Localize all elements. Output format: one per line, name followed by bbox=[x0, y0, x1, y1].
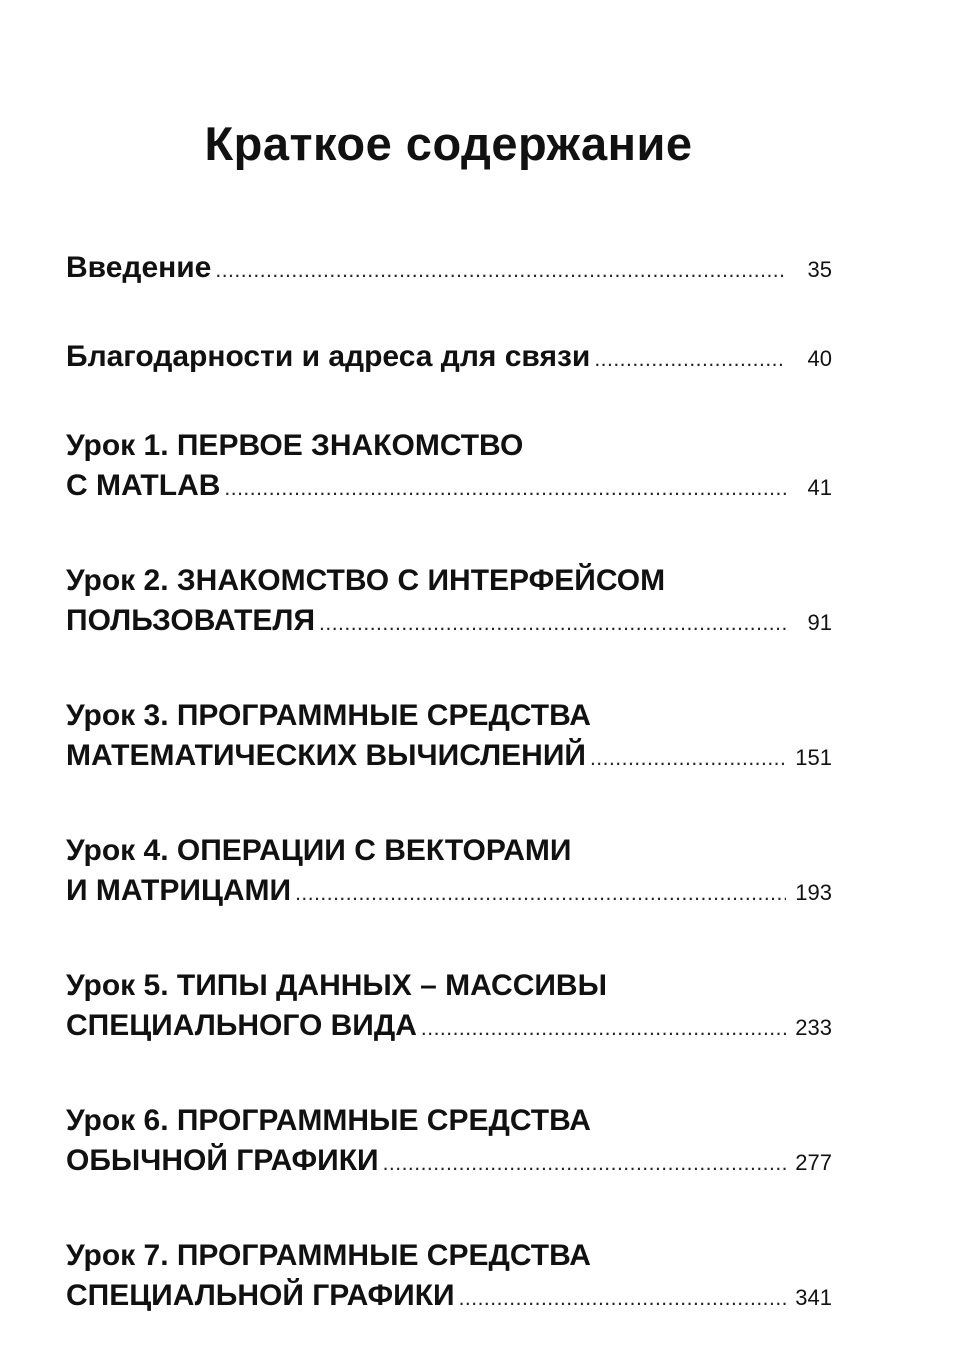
dot-leader bbox=[383, 1144, 786, 1184]
toc-entry-lesson-3 bbox=[66, 696, 832, 779]
toc-entry-title-line2: СПЕЦИАЛЬНОГО ВИДА bbox=[66, 1009, 417, 1042]
dot-leader bbox=[295, 874, 786, 914]
toc-entry-line bbox=[66, 736, 832, 779]
toc-entry-lesson-5 bbox=[66, 966, 832, 1049]
dot-leader bbox=[594, 340, 786, 380]
toc-entry-title-line1: Урок 3. ПРОГРАММНЫЕ СРЕДСТВА bbox=[66, 699, 591, 732]
dot-leader bbox=[319, 604, 786, 644]
toc-entry-introduction bbox=[66, 248, 832, 291]
dot-leader bbox=[224, 469, 786, 509]
toc-entry-line bbox=[66, 1276, 832, 1319]
toc-entry-line bbox=[66, 1006, 832, 1049]
toc-entry-title-line2: СПЕЦИАЛЬНОЙ ГРАФИКИ bbox=[66, 1279, 455, 1312]
dot-leader bbox=[459, 1279, 786, 1319]
dot-leader bbox=[590, 739, 786, 779]
toc-entry-lesson-2 bbox=[66, 561, 832, 644]
toc-entry-line bbox=[66, 1141, 832, 1184]
toc-entry-line bbox=[66, 601, 832, 644]
toc-entry-title: Введение bbox=[66, 251, 212, 284]
toc-entry-line bbox=[66, 337, 832, 380]
toc-entry-line bbox=[66, 248, 832, 291]
toc-page-number: 151 bbox=[795, 745, 832, 770]
toc-entry-title-line2: МАТЕМАТИЧЕСКИХ ВЫЧИСЛЕНИЙ bbox=[66, 739, 586, 772]
toc-page-number: 35 bbox=[807, 257, 832, 282]
toc-entry-title-line2: ПОЛЬЗОВАТЕЛЯ bbox=[66, 604, 316, 637]
toc-entry-lesson-6 bbox=[66, 1101, 832, 1184]
toc-page-number: 233 bbox=[795, 1015, 832, 1040]
toc-entry-title-line2: И МАТРИЦАМИ bbox=[66, 874, 292, 907]
toc-entry-title-line1: Урок 2. ЗНАКОМСТВО С ИНТЕРФЕЙСОМ bbox=[66, 564, 666, 597]
toc-entry-acknowledgements bbox=[66, 337, 832, 380]
toc-entry-title-line2: ОБЫЧНОЙ ГРАФИКИ bbox=[66, 1144, 379, 1177]
page-title: Краткое содержание bbox=[204, 117, 693, 170]
toc-entry-title-line1: Урок 7. ПРОГРАММНЫЕ СРЕДСТВА bbox=[66, 1239, 591, 1272]
toc-entry-title-line1: Урок 4. ОПЕРАЦИИ С ВЕКТОРАМИ bbox=[66, 834, 572, 867]
toc-entry-line bbox=[66, 871, 832, 914]
toc-entry-lesson-7 bbox=[66, 1236, 832, 1319]
toc-page-number: 277 bbox=[795, 1150, 832, 1175]
toc-page-number: 41 bbox=[807, 475, 832, 500]
toc-entry-lesson-1 bbox=[66, 426, 832, 509]
dot-leader bbox=[421, 1009, 786, 1049]
toc-page-number: 341 bbox=[795, 1285, 832, 1310]
toc-entry-title-line1: Урок 1. ПЕРВОЕ ЗНАКОМСТВО bbox=[66, 429, 524, 462]
toc-entry-title-line2: С MATLAB bbox=[66, 469, 221, 502]
toc-page-number: 91 bbox=[807, 610, 832, 635]
toc-entry-lesson-4 bbox=[66, 831, 832, 914]
toc-page-number: 193 bbox=[795, 880, 832, 905]
dot-leader bbox=[215, 251, 786, 291]
toc-entry-title: Благодарности и адреса для связи bbox=[66, 340, 591, 373]
toc-entry-line bbox=[66, 466, 832, 509]
toc-entry-title-line1: Урок 5. ТИПЫ ДАННЫХ – МАССИВЫ bbox=[66, 969, 607, 1002]
toc-entry-title-line1: Урок 6. ПРОГРАММНЫЕ СРЕДСТВА bbox=[66, 1104, 591, 1137]
table-of-contents bbox=[66, 248, 832, 1371]
toc-page-number: 40 bbox=[807, 346, 832, 371]
